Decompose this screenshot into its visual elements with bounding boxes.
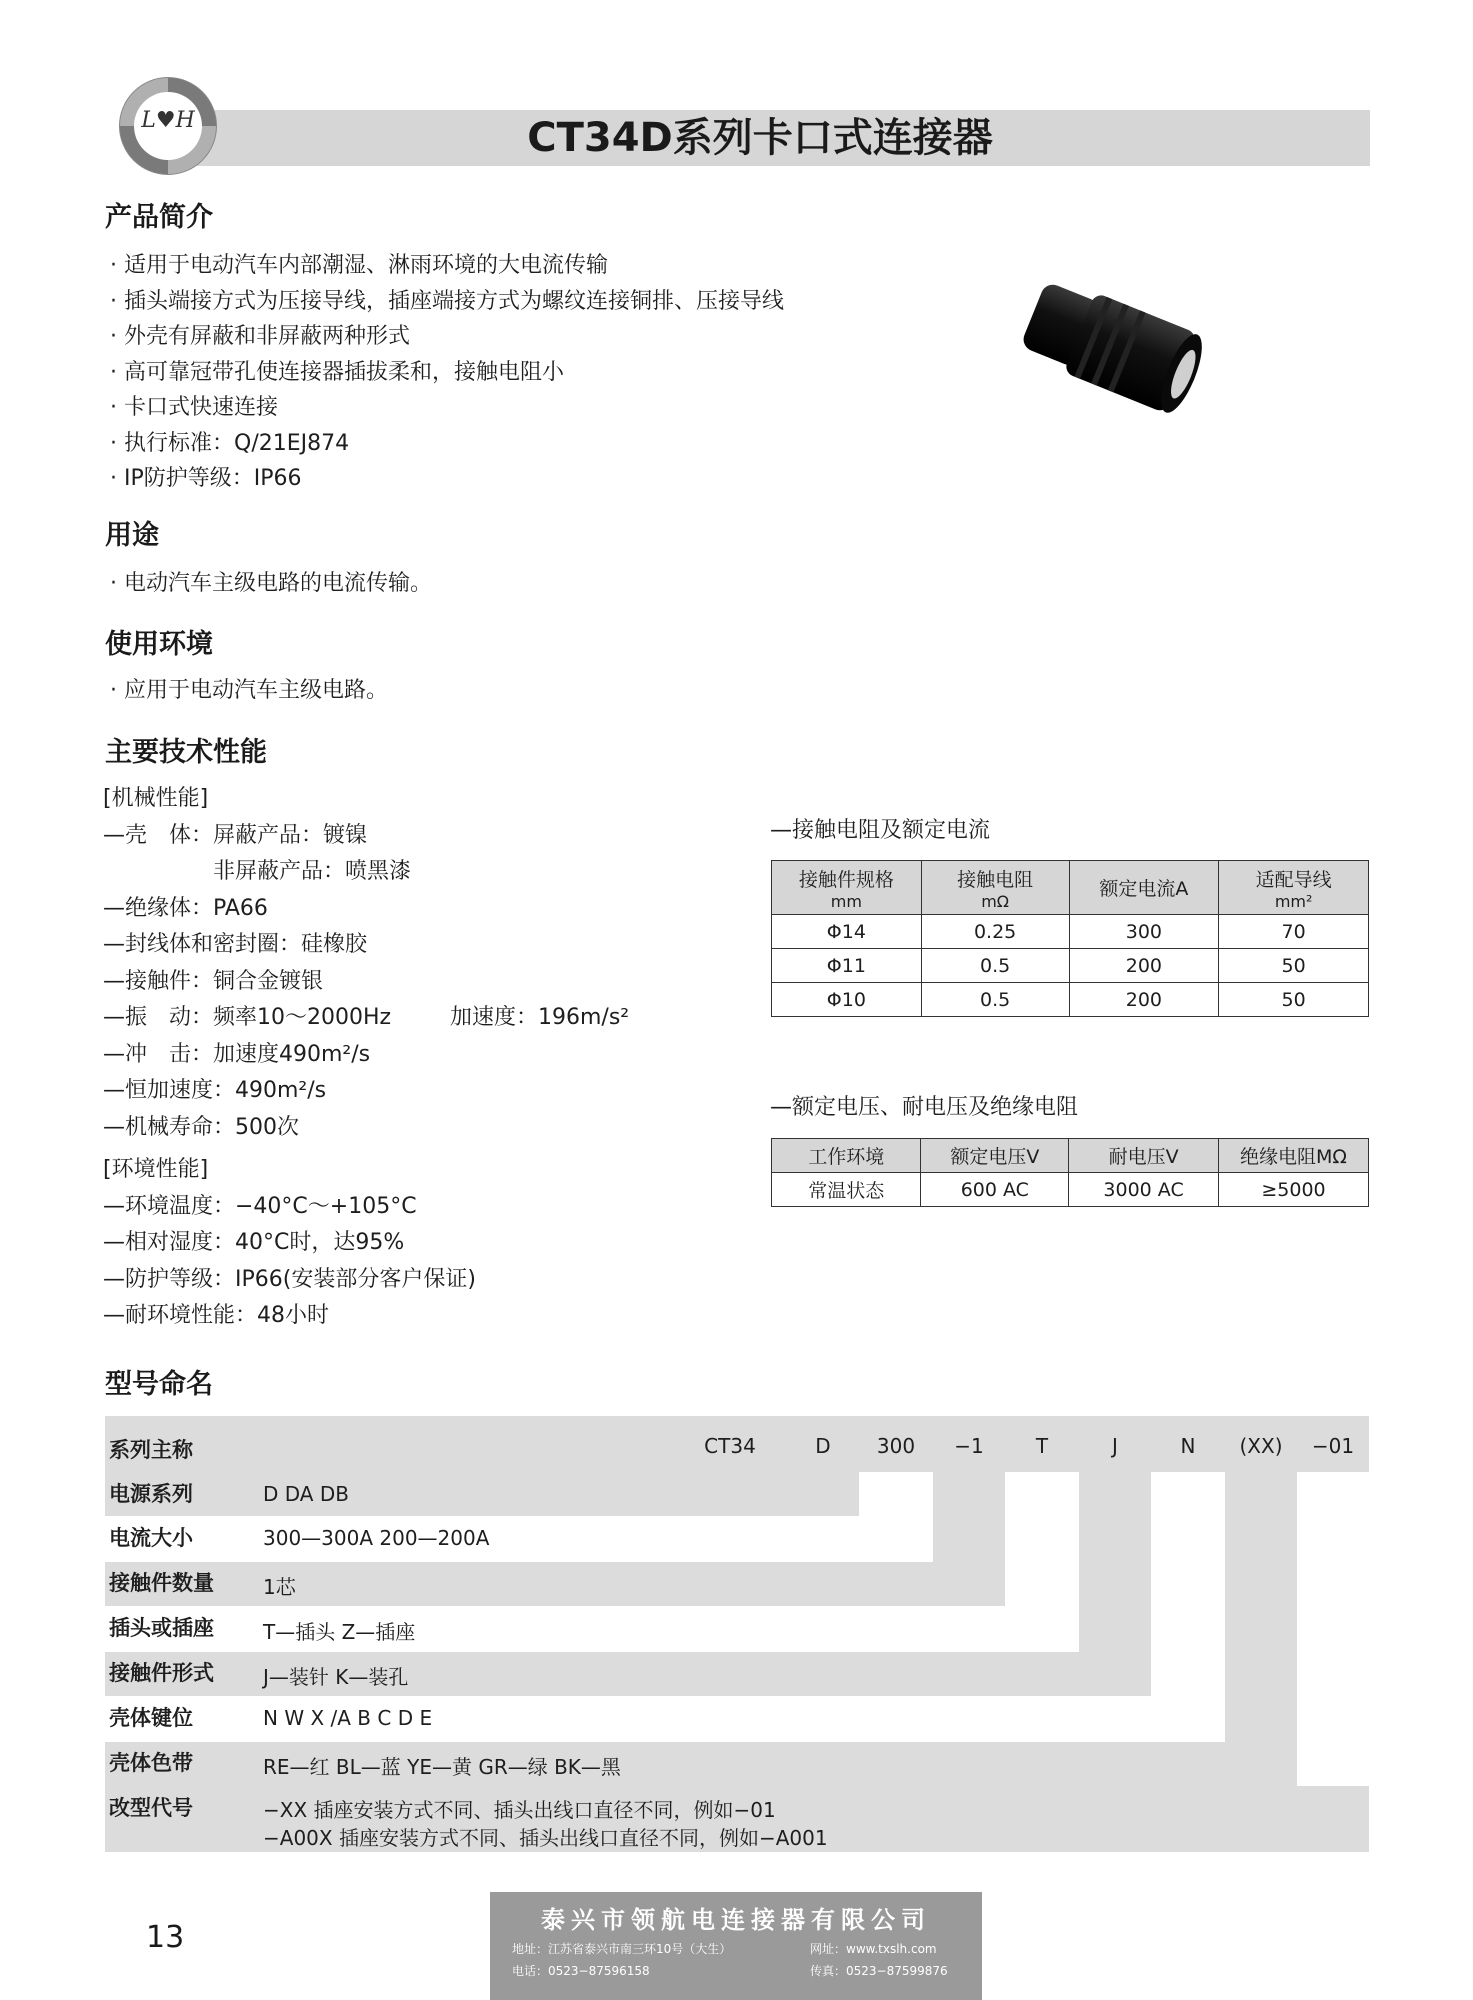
table-cell: 3000 AC — [1069, 1173, 1219, 1207]
page-title: CT34D系列卡口式连接器 — [527, 115, 993, 161]
naming-label: 接触件形式 — [109, 1661, 214, 1685]
code-modification: −01 — [1311, 1434, 1355, 1458]
mech-line: —振 动：频率10～2000Hz — [103, 1005, 392, 1030]
connector-product-image — [1005, 270, 1215, 430]
naming-label: 电流大小 — [109, 1526, 193, 1550]
naming-text: RE—红 BL—蓝 YE—黄 GR—绿 BK—黑 — [263, 1755, 621, 1779]
usage-heading: 用途 — [105, 520, 159, 551]
model-naming-chart — [105, 1416, 1369, 1852]
performance-heading: 主要技术性能 — [105, 737, 267, 768]
naming-text: D DA DB — [263, 1482, 349, 1506]
table2-caption: —额定电压、耐电压及绝缘电阻 — [770, 1095, 1079, 1120]
mech-line: —接触件：铜合金镀银 — [103, 968, 324, 994]
naming-band — [105, 1652, 1151, 1696]
code-series: CT34 — [704, 1434, 756, 1458]
naming-column — [1225, 1416, 1297, 1786]
company-website: 网址：www.txslh.com — [810, 1942, 937, 1956]
table-cell: 200 — [1069, 983, 1219, 1017]
page-number: 13 — [146, 1920, 185, 1955]
company-address: 地址：江苏省泰兴市南三环10号（大生） — [512, 1942, 732, 1956]
naming-text: −XX 插座安装方式不同、插头出线口直径不同，例如−01 — [263, 1798, 776, 1822]
naming-label: 电源系列 — [109, 1482, 193, 1506]
naming-column — [1079, 1416, 1151, 1696]
table-cell: ≥5000 — [1218, 1173, 1368, 1207]
code-power: D — [815, 1434, 831, 1458]
table1-caption: —接触电阻及额定电流 — [770, 818, 991, 843]
naming-text: J—装针 K—装孔 — [263, 1665, 409, 1689]
company-name: 泰兴市领航电连接器有限公司 — [541, 1905, 931, 1934]
naming-text: −A00X 插座安装方式不同、插头出线口直径不同，例如−A001 — [263, 1826, 828, 1850]
table-cell: Φ11 — [772, 949, 922, 983]
table-header-cell: 工作环境 — [772, 1139, 921, 1173]
env-line: —防护等级：IP66(安装部分客户保证) — [103, 1266, 476, 1292]
table-cell: 0.25 — [921, 915, 1069, 949]
intro-item: · 高可靠冠带孔使连接器插拔柔和，接触电阻小 — [110, 355, 970, 391]
env-title: [环境性能] — [103, 1157, 209, 1182]
naming-text: 300—300A 200—200A — [263, 1526, 490, 1550]
table-header-cell: 耐电压V — [1069, 1139, 1219, 1173]
naming-label: 壳体键位 — [109, 1706, 193, 1730]
intro-list — [110, 248, 970, 497]
table-cell: 600 AC — [921, 1173, 1069, 1207]
intro-item: · 卡口式快速连接 — [110, 390, 970, 426]
code-plug-socket: T — [1035, 1434, 1049, 1458]
table-cell: Φ14 — [772, 915, 922, 949]
environment-heading: 使用环境 — [105, 629, 213, 660]
code-current: 300 — [876, 1434, 916, 1458]
naming-text: T—插头 Z—插座 — [263, 1620, 416, 1644]
code-contacts: −1 — [954, 1434, 984, 1458]
naming-label: 壳体色带 — [109, 1751, 193, 1775]
table-cell: 0.5 — [921, 949, 1069, 983]
naming-band — [105, 1472, 859, 1516]
table-row — [772, 983, 1369, 1017]
table-header-cell: 适配导线 mm² — [1219, 861, 1369, 915]
code-key: N — [1180, 1434, 1196, 1458]
table-row — [772, 1173, 1369, 1207]
intro-item: · 插头端接方式为压接导线，插座端接方式为螺纹连接铜排、压接导线 — [110, 284, 970, 320]
table-cell: 70 — [1219, 915, 1369, 949]
mech-line: —壳 体：屏蔽产品：镀镍 — [103, 822, 368, 848]
code-color: (XX) — [1239, 1434, 1283, 1458]
mechanical-specs — [103, 781, 723, 1146]
table-header-cell: 绝缘电阻MΩ — [1218, 1139, 1368, 1173]
mech-line: 非屏蔽产品：喷黑漆 — [103, 859, 412, 884]
vibration-acceleration: 加速度：196m/s² — [450, 1005, 630, 1030]
naming-text: N W X /A B C D E — [263, 1706, 433, 1730]
table-header-cell: 额定电压V — [921, 1139, 1069, 1173]
table-header-row — [772, 861, 1369, 915]
environment-item: · 应用于电动汽车主级电路。 — [110, 673, 388, 709]
environmental-specs — [103, 1152, 723, 1335]
intro-heading: 产品简介 — [105, 202, 213, 233]
table-header-row — [772, 1139, 1369, 1173]
env-line: —相对湿度：40°C时，达95% — [103, 1230, 405, 1255]
table-cell: 常温状态 — [772, 1173, 921, 1207]
mech-line: —冲 击：加速度490m²/s — [103, 1041, 371, 1067]
table-header-cell: 接触电阻 mΩ — [921, 861, 1069, 915]
naming-label: 插头或插座 — [109, 1616, 214, 1640]
voltage-table — [771, 1138, 1369, 1207]
contact-resistance-table — [771, 860, 1369, 1017]
naming-text: 1芯 — [263, 1575, 296, 1599]
naming-column — [787, 1416, 859, 1516]
company-fax: 传真：0523−87599876 — [810, 1964, 948, 1978]
env-line: —耐环境性能：48小时 — [103, 1303, 329, 1328]
table-cell: 50 — [1219, 949, 1369, 983]
mech-line: —恒加速度：490m²/s — [103, 1078, 327, 1103]
naming-label: 接触件数量 — [109, 1571, 214, 1595]
naming-label: 系列主称 — [109, 1438, 193, 1462]
table-cell: 50 — [1219, 983, 1369, 1017]
table-header-cell: 额定电流A — [1069, 861, 1219, 915]
environment-list — [110, 673, 388, 709]
usage-item: · 电动汽车主级电路的电流传输。 — [110, 566, 432, 602]
table-row — [772, 915, 1369, 949]
table-cell: 300 — [1069, 915, 1219, 949]
naming-heading: 型号命名 — [105, 1369, 213, 1400]
table-cell: 200 — [1069, 949, 1219, 983]
env-line: —环境温度：−40°C～+105°C — [103, 1193, 417, 1219]
usage-list — [110, 566, 432, 602]
naming-band — [105, 1562, 1005, 1606]
intro-item: · 适用于电动汽车内部潮湿、淋雨环境的大电流传输 — [110, 248, 970, 284]
mech-line: —绝缘体：PA66 — [103, 895, 268, 921]
company-phone: 电话：0523−87596158 — [512, 1964, 650, 1978]
intro-item: · 外壳有屏蔽和非屏蔽两种形式 — [110, 319, 970, 355]
logo-text: L♥H — [141, 108, 195, 133]
intro-item: · 执行标准：Q/21EJ874 — [110, 426, 970, 462]
table-row — [772, 949, 1369, 983]
table-cell: 0.5 — [921, 983, 1069, 1017]
mech-title: [机械性能] — [103, 786, 209, 811]
naming-label: 改型代号 — [109, 1796, 193, 1820]
mech-line: —机械寿命：500次 — [103, 1114, 299, 1140]
intro-item: · IP防护等级：IP66 — [110, 461, 970, 497]
mech-line: —封线体和密封圈：硅橡胶 — [103, 932, 368, 957]
code-contact-form: J — [1112, 1434, 1118, 1458]
table-cell: Φ10 — [772, 983, 922, 1017]
table-header-cell: 接触件规格 mm — [772, 861, 922, 915]
